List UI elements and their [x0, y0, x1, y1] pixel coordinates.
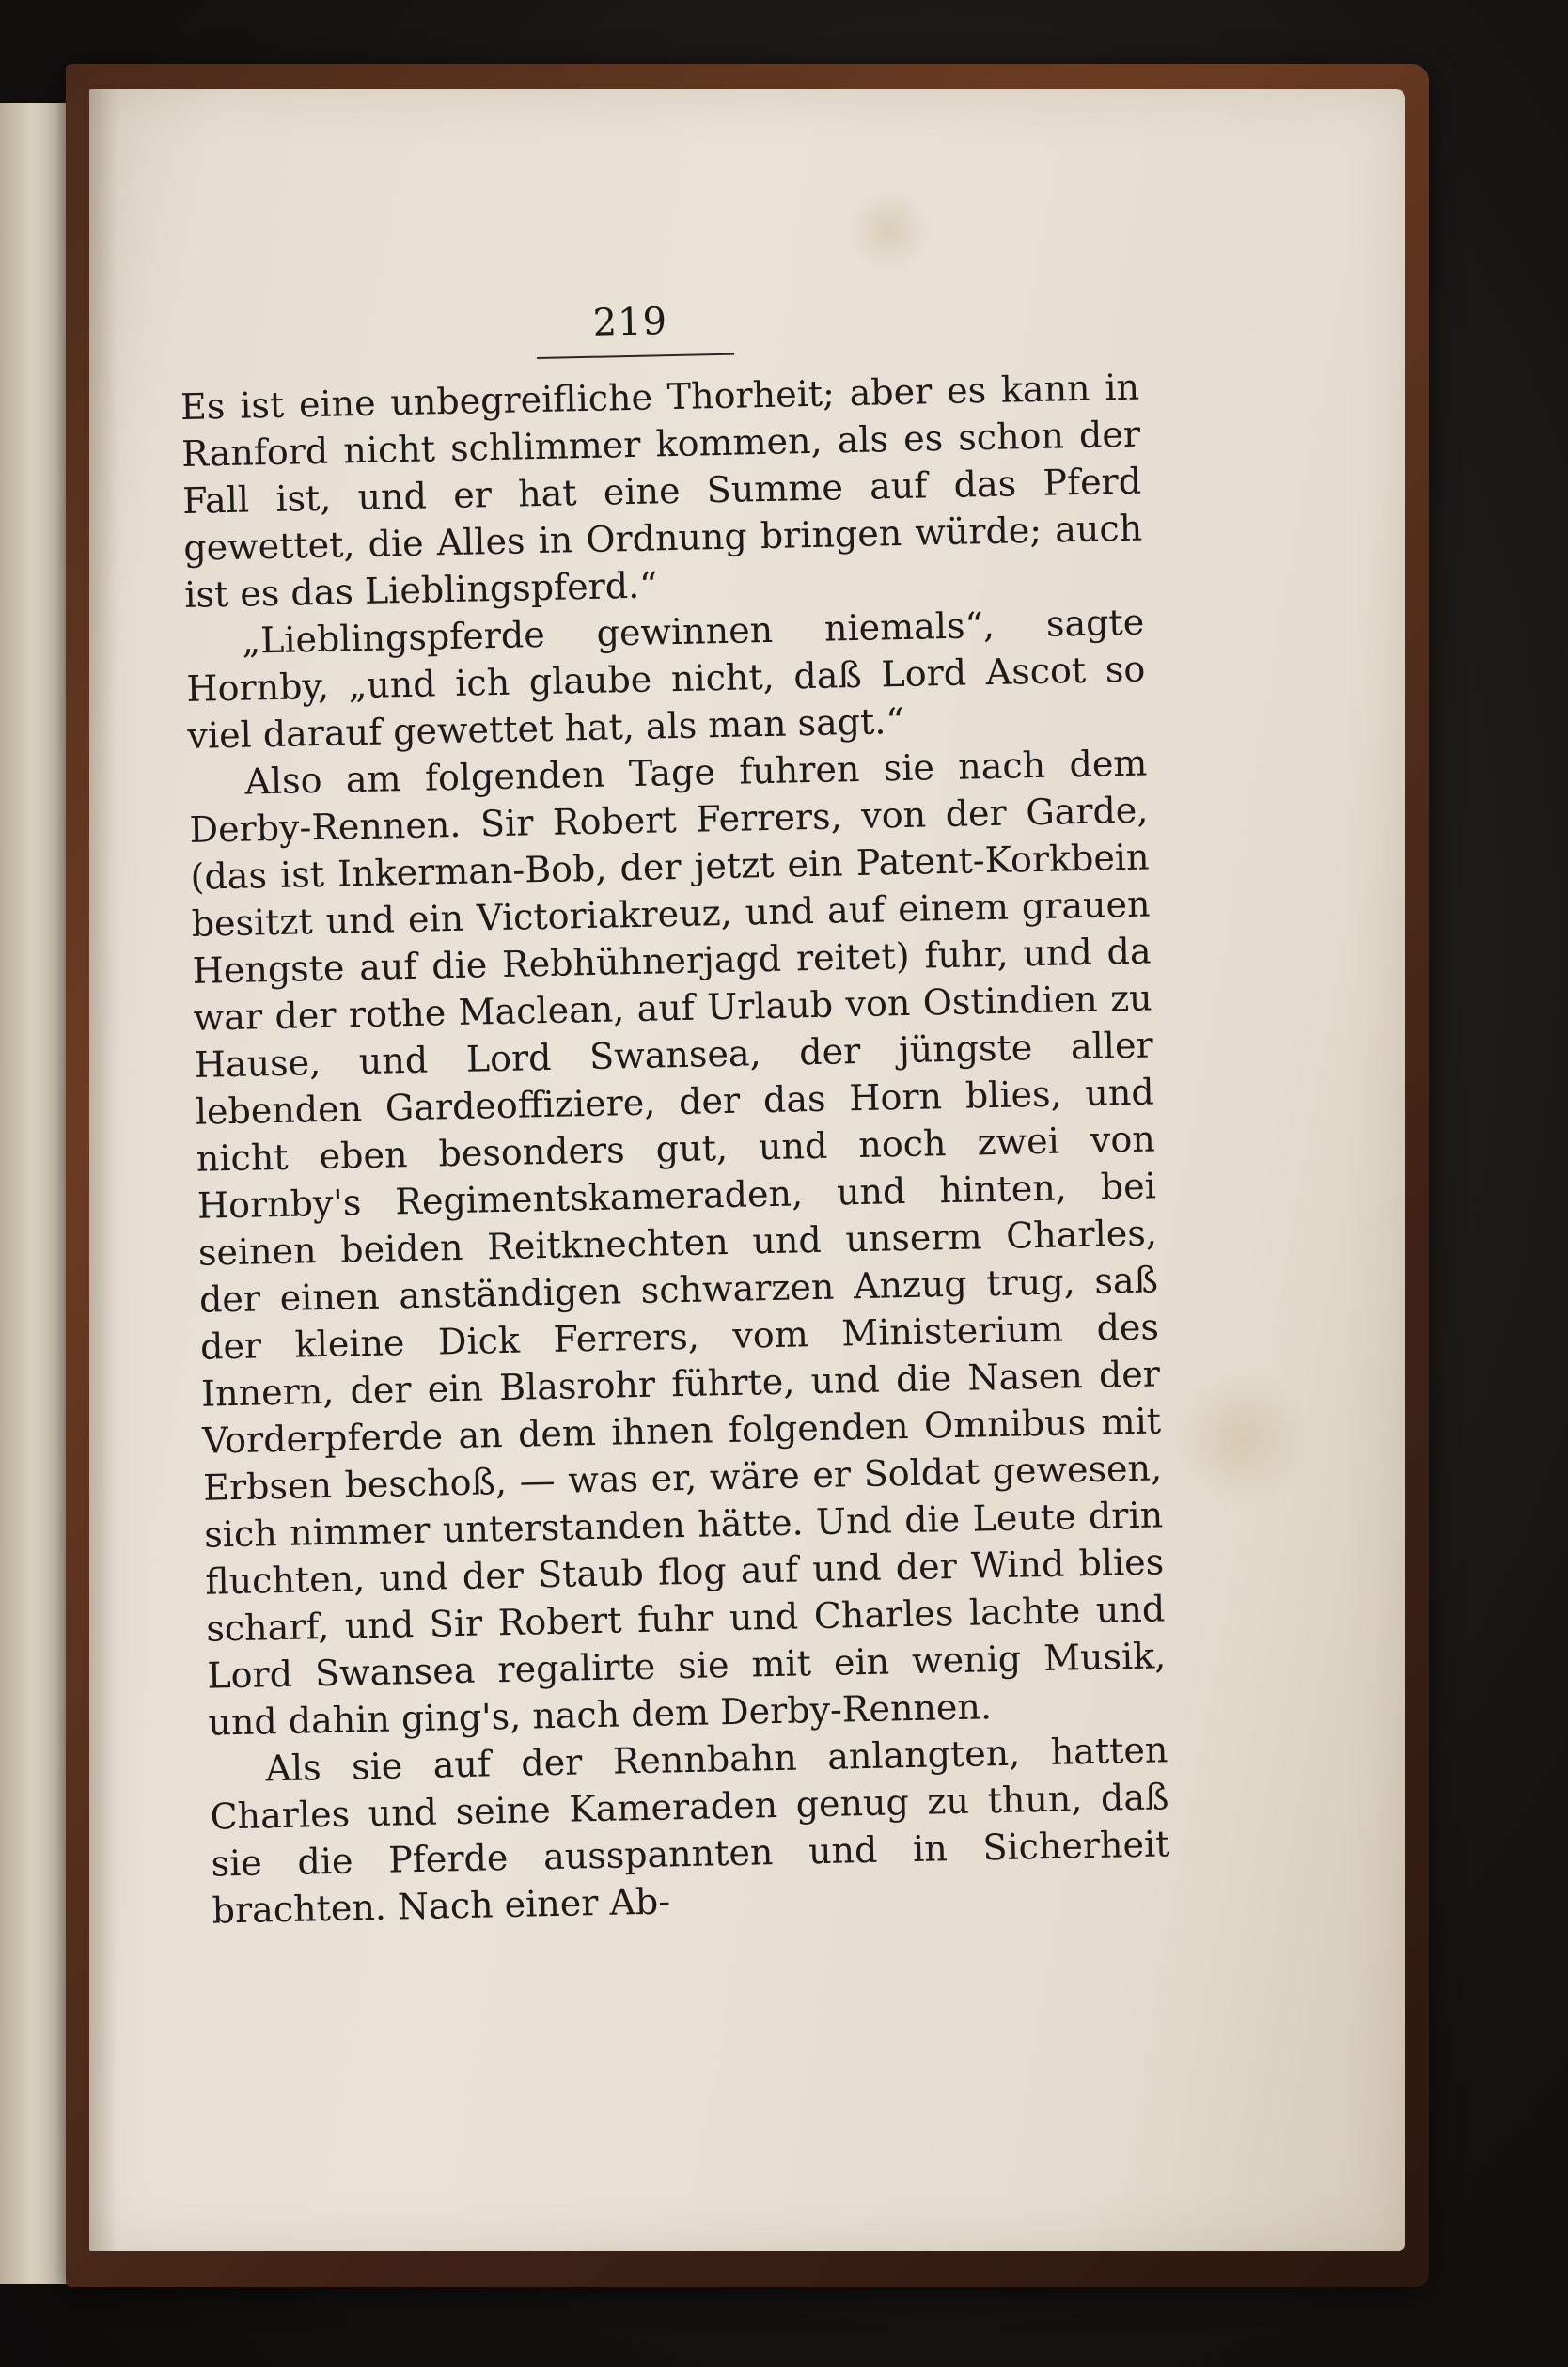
page-gutter: [89, 89, 118, 2251]
page-content: [179, 290, 1171, 1935]
page-number: 219: [592, 300, 668, 345]
paragraph: „Lieblingspferde gewinnen niemals“, sagte Hornby, „und ich glaube nicht, daß Lord Ascot so viel darauf gewettet hat, als man sagt.“: [185, 601, 1146, 757]
page-stain: [846, 188, 931, 273]
body-text: [180, 364, 1171, 1935]
paragraph: Als sie auf der Rennbahn anlangten, hatten Charles und seine Kameraden genug zu thun, daß sie die Pferde ausspannten und in Sicherheit brachten. Nach einer Ab-: [210, 1729, 1170, 1932]
paragraph: Es ist eine unbegreifliche Thorheit; aber es kann in Ranford nicht schlimmer kommen, als es schon der Fall ist, und er hat eine Summe auf das Pferd gewettet, die Alles in Ordnung bringen würde; auch ist es das Lieblingspferd.“: [180, 366, 1143, 616]
page-stain: [1175, 1363, 1307, 1513]
paragraph: Also am folgenden Tage fuhren sie nach dem Derby-Rennen. Sir Robert Ferrers, von der Garde, (das ist Inkerman-Bob, der jetzt ein Patent-Korkbein besitzt und ein Victoriakreuz, und auf einem grauen Hengste auf die Rebhühnerjagd reitet) fuhr, und da war der rothe Maclean, auf Urlaub von Ostindien zu Hause, und Lord Swansea, der jüngste aller lebenden Gardeoffiziere, der das Horn blies, und nicht eben besonders gut, und noch zwei von Hornby's Regimentskameraden, und hinten, bei seinen beiden Reitknechten und unserm Charles, der einen anständigen schwarzen Anzug trug, saß der kleine Dick Ferrers, vom Ministerium des Innern, der ein Blasrohr führte, und die Nasen der Vorderpferde an dem ihnen folgenden Omnibus mit Erbsen beschoß, — was er, wäre er Soldat gewesen, sich nimmer unterstanden hätte. Und die Leute drin fluchten, und der Staub flog auf und der Wind blies scharf, und Sir Robert fuhr und Charles lachte und Lord Swansea regalirte sie mit ein wenig Musik, und dahin ging's, nach dem Derby-Rennen.: [189, 742, 1167, 1744]
header-rule: [537, 353, 734, 359]
